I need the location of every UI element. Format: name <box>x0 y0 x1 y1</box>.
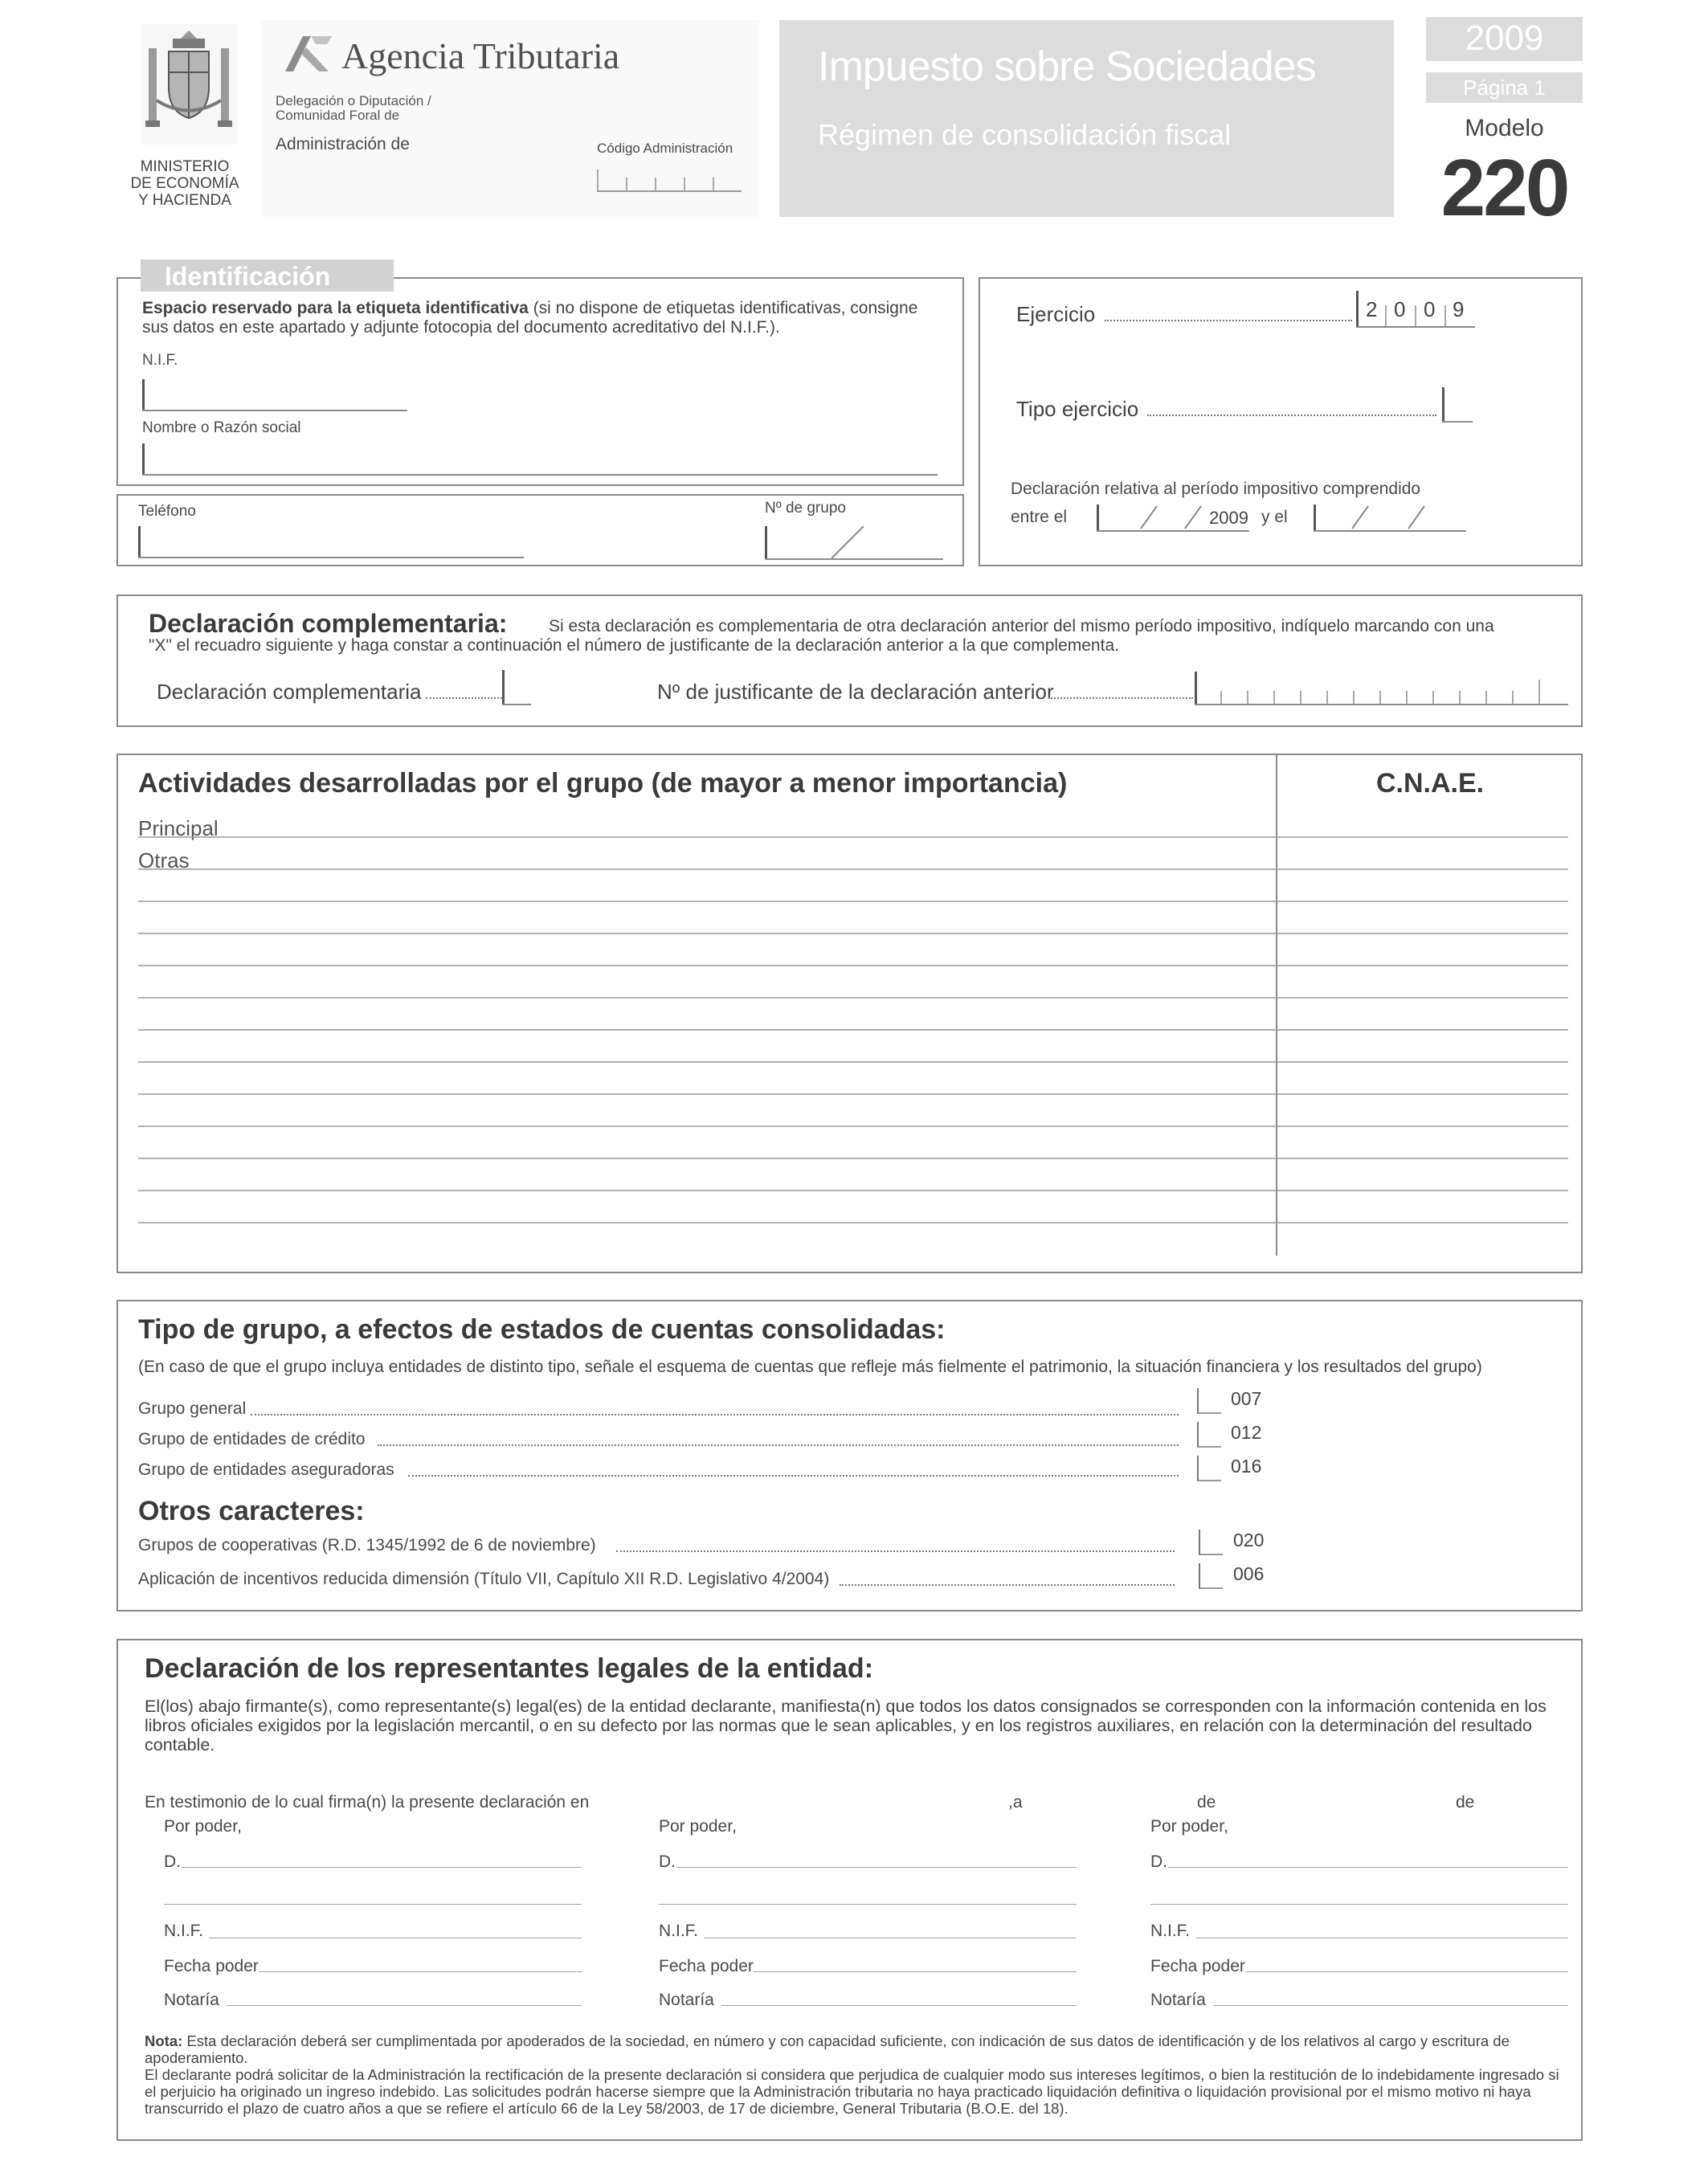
tipo-ejercicio-label: Tipo ejercicio <box>1016 397 1139 421</box>
incentivos-checkbox[interactable] <box>1199 1563 1223 1589</box>
firmante-column: Por poder, D. N.I.F. Fecha poder Notaría <box>164 1817 582 2018</box>
principal-label: Principal <box>138 816 219 840</box>
y-el-label: y el <box>1261 508 1288 526</box>
modelo-number: 220 <box>1440 143 1568 233</box>
grupo-aseguradoras-code: 016 <box>1231 1456 1262 1477</box>
telefono-field[interactable] <box>138 549 524 558</box>
notaria-line[interactable] <box>227 2005 582 2006</box>
firmante-column: Por poder, D. N.I.F. Fecha poder Notaría <box>1150 1817 1568 2018</box>
notaria-line[interactable] <box>721 2005 1077 2006</box>
nombre-firmante-line-2[interactable] <box>659 1904 1077 1905</box>
testimonio-label: En testimonio de lo cual firma(n) la presente declaración en <box>145 1793 590 1812</box>
agency-panel <box>261 20 759 217</box>
grupo-credito-label: Grupo de entidades de crédito <box>138 1430 366 1448</box>
fecha-inicio-field[interactable] <box>1097 504 1249 532</box>
grupo-label: Nº de grupo <box>765 500 846 517</box>
nombre-label: Nombre o Razón social <box>142 419 301 436</box>
nombre-firmante-line-2[interactable] <box>1150 1904 1568 1905</box>
notaria-line[interactable] <box>1213 2005 1568 2006</box>
fecha-fin-field[interactable] <box>1314 504 1466 532</box>
cooperativas-code: 020 <box>1233 1530 1265 1550</box>
fecha-inicio-year: 2009 <box>1209 508 1248 528</box>
otros-caracteres-title: Otros caracteres: <box>138 1496 365 1526</box>
complementaria-text2: "X" el recuadro siguiente y haga constar a continuación el número de justificante de la declaración anterior a la que complementa. <box>149 636 1119 655</box>
fecha-poder-line[interactable] <box>754 1971 1077 1972</box>
nombre-firmante-line[interactable] <box>676 1867 1077 1868</box>
justificante-label: Nº de justificante de la declaración anterior <box>657 680 1054 704</box>
grupo-credito-checkbox[interactable] <box>1197 1422 1221 1448</box>
agency-name: Agencia Tributaria <box>341 35 620 76</box>
agency-logo-icon <box>279 30 335 74</box>
nombre-firmante-line[interactable] <box>182 1867 582 1868</box>
cnae-title: C.N.A.E. <box>1375 768 1485 799</box>
justificante-field[interactable] <box>1195 672 1568 705</box>
fecha-de-label-1: de <box>1197 1793 1216 1812</box>
ejercicio-label: Ejercicio <box>1016 302 1096 326</box>
nif-label: N.I.F. <box>142 352 178 369</box>
actividades-rows <box>138 803 1568 1229</box>
coat-of-arms-logo <box>141 24 237 145</box>
grupo-general-checkbox[interactable] <box>1197 1388 1221 1414</box>
telefono-label: Teléfono <box>138 503 196 520</box>
ejercicio-digit: 0 <box>1394 297 1406 321</box>
fecha-poder-line[interactable] <box>1245 1971 1568 1972</box>
codigo-admin-label: Código Administración <box>597 141 733 156</box>
cooperativas-checkbox[interactable] <box>1199 1530 1223 1555</box>
complementaria-checkbox[interactable] <box>502 696 531 705</box>
incentivos-label: Aplicación de incentivos reducida dimensión (Título VII, Capítulo XII R.D. Legislativo 4/2004) <box>138 1570 830 1588</box>
ejercicio-digit: 9 <box>1453 297 1465 321</box>
complementaria-field-label: Declaración complementaria <box>157 680 422 704</box>
actividades-lines[interactable] <box>138 803 1568 1229</box>
identificacion-tab: Identificación <box>141 259 394 292</box>
periodo-label: Declaración relativa al período impositivo comprendido <box>1011 480 1421 498</box>
reserved-label-text: Espacio reservado para la etiqueta identificativa (si no dispone de etiquetas identificativas, consigne sus datos en este apartado y adjunte fotocopia del documento acreditativo del N.I.F.). <box>142 299 918 337</box>
lugar-a-label: ,a <box>1008 1793 1023 1812</box>
nif-field[interactable] <box>142 402 407 411</box>
grupo-aseguradoras-label: Grupo de entidades aseguradoras <box>138 1460 394 1479</box>
fecha-poder-line[interactable] <box>259 1971 582 1972</box>
entre-label: entre el <box>1011 508 1068 526</box>
fecha-de-label-2: de <box>1456 1793 1475 1812</box>
page-badge: Página 1 <box>1426 72 1583 103</box>
grupo-general-label: Grupo general <box>138 1399 247 1418</box>
cooperativas-label: Grupos de cooperativas (R.D. 1345/1992 de 6 de noviembre) <box>138 1536 596 1554</box>
tipo-grupo-title: Tipo de grupo, a efectos de estados de cuentas consolidadas: <box>138 1314 946 1345</box>
year-badge: 2009 <box>1426 17 1583 61</box>
ejercicio-digit: 0 <box>1424 297 1436 321</box>
otras-label: Otras <box>138 848 190 872</box>
representantes-text: El(los) abajo firmante(s), como representante(s) legal(es) de la entidad declarante, manifiesta(n) que todos los datos consignados se corresponden con la información contenida en los libros oficiales exigidos por la legislación mercantil, o en su defecto por las normas que le sean aplicables, y en los registros auxiliares, en relación con la determinación del resultado contable. <box>145 1697 1547 1754</box>
tipo-grupo-section <box>116 1300 1583 1611</box>
nombre-field[interactable] <box>142 466 938 476</box>
title-panel <box>779 20 1394 217</box>
incentivos-code: 006 <box>1233 1563 1265 1584</box>
nota-text: Nota: Esta declaración deberá ser cumplimentada por apoderados de la sociedad, en número y con capacidad suficiente, con indicación de sus datos de identificación y de los relativos al cargo y escritura de apoderamiento. El declarante podrá solicitar de la Administración la rectificación de la presente declaración si considera que perjudica de cualquier modo sus intereses legítimos, o bien la restitución de lo indebidamente ingresado si el perjuicio ha originado un ingreso indebido. Las solicitudes podrán hacerse siempre que la Administración tributaria no haya practicado liquidación definitiva o liquidación provisional por el mismo motivo ni haya transcurrido el plazo de cuatro años a que se refiere el artículo 66 de la Ley 58/2003, de 17 de diciembre, General Tributaria (B.O.E. del 18). <box>145 2032 1559 2117</box>
ministry-name: MINISTERIO DE ECONOMÍA Y HACIENDA <box>130 158 239 209</box>
tipo-ejercicio-dots <box>1147 406 1436 416</box>
grupo-slash <box>832 526 872 558</box>
form-title: Impuesto sobre Sociedades <box>818 43 1316 90</box>
header <box>116 18 1583 233</box>
form-subtitle: Régimen de consolidación fiscal <box>818 118 1232 151</box>
tipo-grupo-note: (En caso de que el grupo incluya entidades de distinto tipo, señale el esquema de cuentas que refleje más fielmente el patrimonio, la situación financiera y los resultados del grupo) <box>138 1358 1482 1376</box>
tipo-ejercicio-field[interactable] <box>1442 413 1473 423</box>
nombre-firmante-line-2[interactable] <box>164 1904 582 1905</box>
justificante-dots <box>1048 689 1193 699</box>
complementaria-text1: Si esta declaración es complementaria de otra declaración anterior del mismo período impositivo, indíquelo marcando con una <box>549 617 1494 635</box>
ejercicio-dots <box>1105 312 1352 321</box>
ejercicio-digit: 2 <box>1366 297 1378 321</box>
actividades-title: Actividades desarrolladas por el grupo (de mayor a menor importancia) <box>138 768 1068 799</box>
complementaria-title: Declaración complementaria: <box>149 609 508 638</box>
codigo-admin-field[interactable] <box>597 165 742 192</box>
administracion-label: Administración de <box>276 135 410 153</box>
modelo-label: Modelo <box>1465 115 1544 141</box>
complementaria-dots <box>426 689 502 699</box>
grupo-aseguradoras-checkbox[interactable] <box>1197 1456 1221 1481</box>
firmante-column: Por poder, D. N.I.F. Fecha poder Notaría <box>659 1817 1077 2018</box>
delegation-label: Delegación o Diputación / Comunidad Foral de <box>276 93 431 123</box>
grupo-credito-code: 012 <box>1231 1422 1262 1443</box>
ejercicio-field[interactable] <box>1356 291 1475 328</box>
representantes-title: Declaración de los representantes legales de la entidad: <box>145 1653 874 1684</box>
nombre-firmante-line[interactable] <box>1168 1867 1568 1868</box>
grupo-general-code: 007 <box>1231 1388 1262 1409</box>
